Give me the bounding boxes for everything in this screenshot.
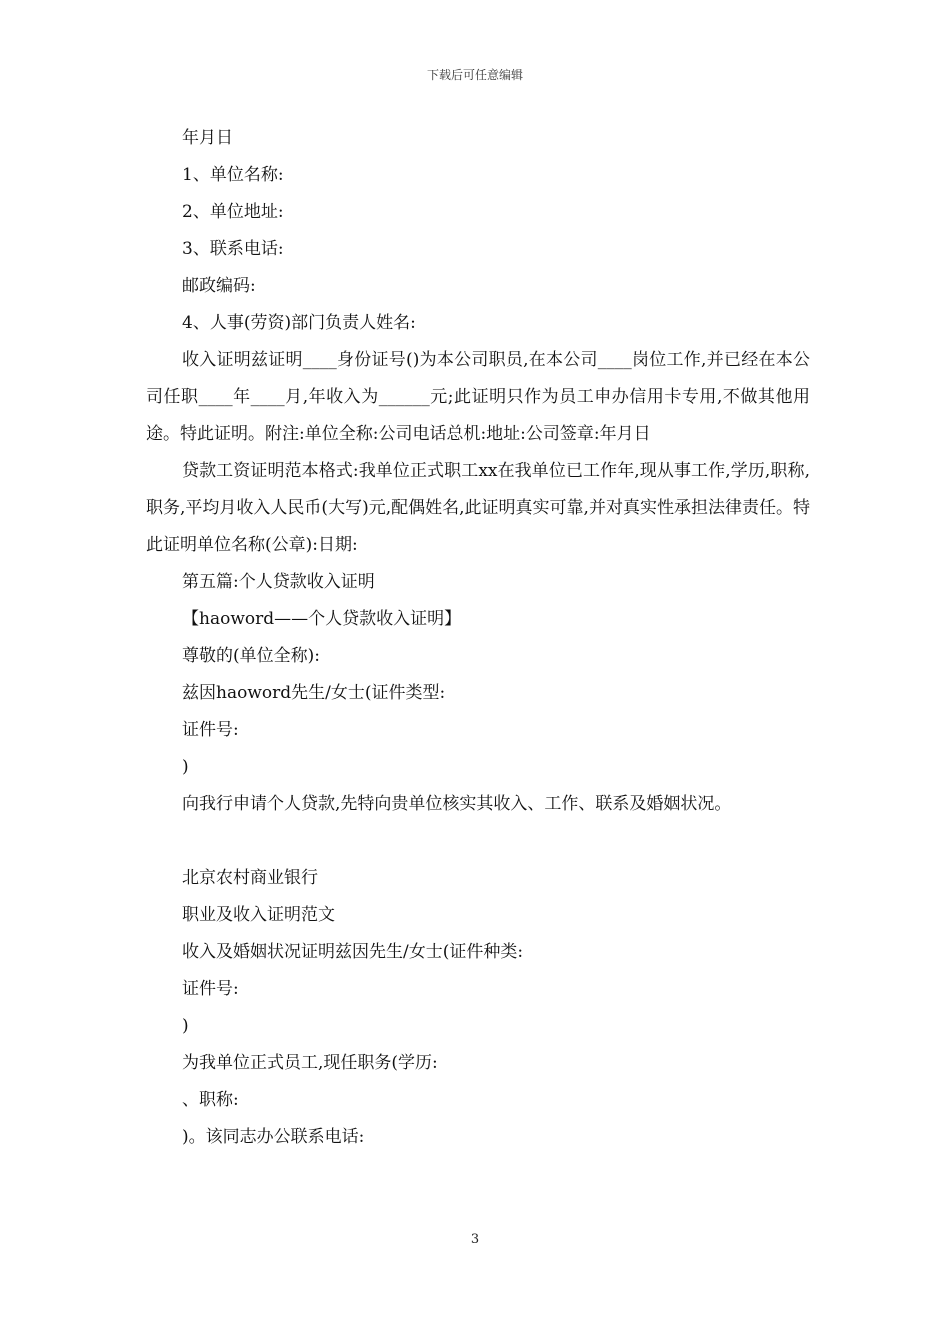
sample-title-line: 职业及收入证明范文 — [182, 905, 335, 925]
page-header-note: 下载后可任意编辑 — [426, 68, 523, 82]
closing-paren-line: ) — [182, 757, 189, 777]
postal-code-line: 邮政编码: — [182, 276, 256, 296]
income-certificate-paragraph: 收入证明兹证明____身份证号()为本公司职员,在本公司____岗位工作,并已经在本公司任职____年____月,年收入为______元;此证明只作为员工申办信用卡专用,不做其他用途。特此证明。附注:单位全称:公司电话总机:地址:公司签章:年月日 — [146, 350, 810, 444]
blank-spacer — [146, 823, 810, 860]
bank-name-line: 北京农村商业银行 — [182, 868, 318, 888]
document-title: 【haoword——个人贷款收入证明】 — [182, 609, 462, 629]
employee-position-line: 为我单位正式员工,现任职务(学历: — [182, 1053, 438, 1073]
marital-status-line: 收入及婚姻状况证明兹因先生/女士(证件种类: — [182, 942, 524, 962]
unit-address-line: 2、单位地址: — [182, 202, 284, 222]
verification-request-line: 向我行申请个人贷款,先特向贵单位核实其收入、工作、联系及婚姻状况。 — [182, 794, 732, 814]
contact-phone-line: 3、联系电话: — [182, 239, 284, 259]
document-body — [146, 120, 810, 1156]
id-number-line-2: 证件号: — [182, 979, 239, 999]
unit-name-line: 1、单位名称: — [182, 165, 284, 185]
section-heading: 第五篇:个人贷款收入证明 — [182, 572, 375, 592]
date-line: 年月日 — [182, 128, 233, 148]
job-title-line: 、职称: — [182, 1090, 239, 1110]
loan-salary-paragraph: 贷款工资证明范本格式:我单位正式职工xx在我单位已工作年,现从事工作,学历,职称,职务,平均月收入人民币(大写)元,配偶姓名,此证明真实可靠,并对真实性承担法律责任。特此证明单位名称(公章):日期: — [146, 461, 810, 555]
office-phone-line: )。该同志办公联系电话: — [182, 1127, 365, 1147]
page-number: 3 — [470, 1232, 480, 1247]
hr-contact-line: 4、人事(劳资)部门负责人姓名: — [182, 313, 416, 333]
id-number-line: 证件号: — [182, 720, 239, 740]
closing-paren-line-2: ) — [182, 1016, 189, 1036]
salutation-line: 尊敬的(单位全称): — [182, 646, 320, 666]
applicant-line: 兹因haoword先生/女士(证件类型: — [182, 683, 446, 703]
